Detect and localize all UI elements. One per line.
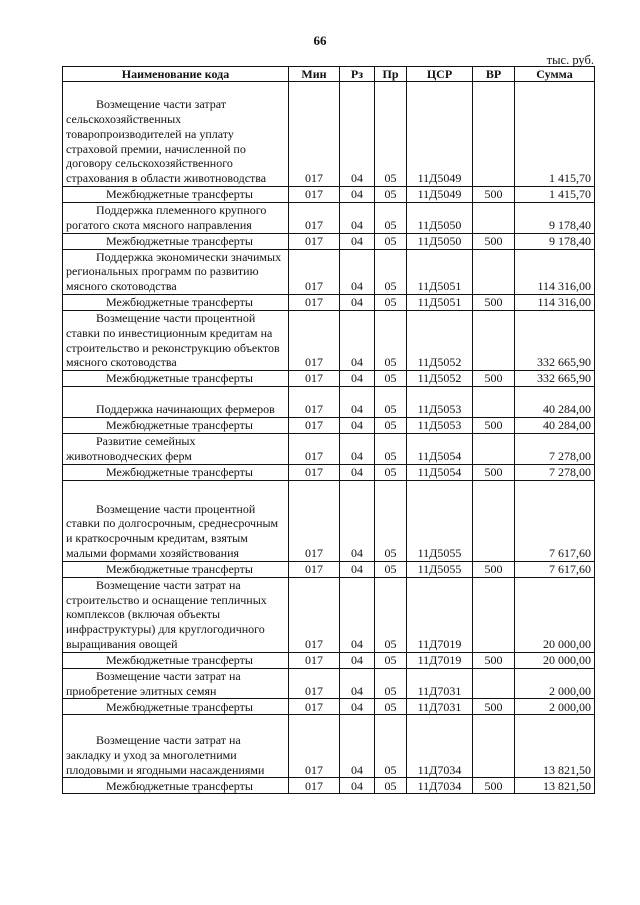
row-csr: 11Д5055 bbox=[407, 561, 473, 577]
row-min: 017 bbox=[289, 668, 340, 699]
row-name: Возмещение части затрат сельскохозяйственных товаропроизводителей на уплату страховой премии, начисленной по договору сельскохозяйственного страхования в области животноводства bbox=[63, 82, 289, 187]
row-vr: 500 bbox=[473, 464, 515, 480]
table-row bbox=[63, 203, 595, 234]
row-vr bbox=[473, 203, 515, 234]
row-vr bbox=[473, 715, 515, 778]
row-rz: 04 bbox=[340, 310, 375, 370]
table-row bbox=[63, 387, 595, 418]
row-pr: 05 bbox=[375, 480, 407, 561]
row-rz: 04 bbox=[340, 387, 375, 418]
table-row bbox=[63, 699, 595, 715]
row-pr: 05 bbox=[375, 561, 407, 577]
row-csr: 11Д5053 bbox=[407, 418, 473, 434]
row-sum: 20 000,00 bbox=[515, 577, 595, 652]
row-name: Межбюджетные трансферты bbox=[63, 778, 289, 794]
table-row bbox=[63, 464, 595, 480]
row-min: 017 bbox=[289, 464, 340, 480]
row-pr: 05 bbox=[375, 249, 407, 294]
row-min: 017 bbox=[289, 699, 340, 715]
row-name: Развитие семейных животноводческих ферм bbox=[63, 434, 289, 465]
row-sum: 2 000,00 bbox=[515, 668, 595, 699]
row-name: Возмещение части затрат на закладку и уход за многолетними плодовыми и ягодными насаждениями bbox=[63, 715, 289, 778]
row-pr: 05 bbox=[375, 418, 407, 434]
row-min: 017 bbox=[289, 387, 340, 418]
row-pr: 05 bbox=[375, 187, 407, 203]
row-pr: 05 bbox=[375, 464, 407, 480]
row-vr bbox=[473, 577, 515, 652]
row-vr bbox=[473, 249, 515, 294]
header-pr: Пр bbox=[375, 67, 407, 82]
row-sum: 114 316,00 bbox=[515, 249, 595, 294]
row-csr: 11Д5050 bbox=[407, 233, 473, 249]
row-name: Межбюджетные трансферты bbox=[63, 187, 289, 203]
table-row bbox=[63, 418, 595, 434]
row-csr: 11Д7034 bbox=[407, 778, 473, 794]
row-csr: 11Д5052 bbox=[407, 371, 473, 387]
table-row bbox=[63, 577, 595, 652]
row-csr: 11Д5051 bbox=[407, 249, 473, 294]
row-min: 017 bbox=[289, 187, 340, 203]
row-vr: 500 bbox=[473, 294, 515, 310]
row-min: 017 bbox=[289, 249, 340, 294]
row-rz: 04 bbox=[340, 715, 375, 778]
header-vr: ВР bbox=[473, 67, 515, 82]
row-vr: 500 bbox=[473, 561, 515, 577]
row-sum: 7 617,60 bbox=[515, 561, 595, 577]
row-vr: 500 bbox=[473, 233, 515, 249]
row-vr bbox=[473, 82, 515, 187]
row-rz: 04 bbox=[340, 187, 375, 203]
table-row bbox=[63, 561, 595, 577]
row-name: Возмещение части затрат на строительство и оснащение тепличных комплексов (включая объекты инфраструктуры) для круглогодичного выращивания овощей bbox=[63, 577, 289, 652]
row-min: 017 bbox=[289, 371, 340, 387]
row-min: 017 bbox=[289, 233, 340, 249]
row-vr bbox=[473, 480, 515, 561]
row-csr: 11Д7031 bbox=[407, 668, 473, 699]
table-row bbox=[63, 668, 595, 699]
row-sum: 20 000,00 bbox=[515, 652, 595, 668]
row-pr: 05 bbox=[375, 778, 407, 794]
row-vr: 500 bbox=[473, 778, 515, 794]
row-rz: 04 bbox=[340, 233, 375, 249]
row-vr: 500 bbox=[473, 652, 515, 668]
row-sum: 9 178,40 bbox=[515, 233, 595, 249]
row-pr: 05 bbox=[375, 233, 407, 249]
row-pr: 05 bbox=[375, 652, 407, 668]
table-row bbox=[63, 652, 595, 668]
row-name: Возмещение части процентной ставки по долгосрочным, среднесрочным и краткосрочным кредитам, взятым малыми формами хозяйствования bbox=[63, 480, 289, 561]
row-pr: 05 bbox=[375, 699, 407, 715]
row-csr: 11Д5052 bbox=[407, 310, 473, 370]
row-name: Поддержка племенного крупного рогатого скота мясного направления bbox=[63, 203, 289, 234]
table-row bbox=[63, 371, 595, 387]
row-min: 017 bbox=[289, 480, 340, 561]
row-vr: 500 bbox=[473, 371, 515, 387]
row-vr: 500 bbox=[473, 418, 515, 434]
row-min: 017 bbox=[289, 434, 340, 465]
row-min: 017 bbox=[289, 310, 340, 370]
row-csr: 11Д7019 bbox=[407, 577, 473, 652]
row-min: 017 bbox=[289, 203, 340, 234]
row-sum: 13 821,50 bbox=[515, 778, 595, 794]
row-name: Межбюджетные трансферты bbox=[63, 652, 289, 668]
row-name: Межбюджетные трансферты bbox=[63, 418, 289, 434]
row-vr bbox=[473, 668, 515, 699]
budget-table bbox=[62, 66, 595, 794]
row-sum: 1 415,70 bbox=[515, 187, 595, 203]
row-sum: 7 617,60 bbox=[515, 480, 595, 561]
row-rz: 04 bbox=[340, 82, 375, 187]
row-rz: 04 bbox=[340, 464, 375, 480]
row-pr: 05 bbox=[375, 82, 407, 187]
header-min: Мин bbox=[289, 67, 340, 82]
row-rz: 04 bbox=[340, 294, 375, 310]
row-sum: 40 284,00 bbox=[515, 387, 595, 418]
row-csr: 11Д7019 bbox=[407, 652, 473, 668]
row-pr: 05 bbox=[375, 668, 407, 699]
header-sum: Сумма bbox=[515, 67, 595, 82]
row-name: Межбюджетные трансферты bbox=[63, 699, 289, 715]
row-rz: 04 bbox=[340, 652, 375, 668]
row-sum: 114 316,00 bbox=[515, 294, 595, 310]
row-vr: 500 bbox=[473, 187, 515, 203]
row-rz: 04 bbox=[340, 778, 375, 794]
row-rz: 04 bbox=[340, 203, 375, 234]
row-name: Поддержка начинающих фермеров bbox=[63, 387, 289, 418]
row-sum: 332 665,90 bbox=[515, 310, 595, 370]
row-csr: 11Д5051 bbox=[407, 294, 473, 310]
row-rz: 04 bbox=[340, 371, 375, 387]
row-min: 017 bbox=[289, 561, 340, 577]
row-csr: 11Д7031 bbox=[407, 699, 473, 715]
row-pr: 05 bbox=[375, 434, 407, 465]
row-vr bbox=[473, 310, 515, 370]
header-name: Наименование кода bbox=[63, 67, 289, 82]
row-name: Возмещение части затрат на приобретение элитных семян bbox=[63, 668, 289, 699]
row-rz: 04 bbox=[340, 418, 375, 434]
row-csr: 11Д7034 bbox=[407, 715, 473, 778]
row-sum: 1 415,70 bbox=[515, 82, 595, 187]
row-min: 017 bbox=[289, 577, 340, 652]
row-sum: 332 665,90 bbox=[515, 371, 595, 387]
table-row bbox=[63, 249, 595, 294]
row-name: Межбюджетные трансферты bbox=[63, 464, 289, 480]
row-vr bbox=[473, 387, 515, 418]
row-rz: 04 bbox=[340, 249, 375, 294]
row-name: Межбюджетные трансферты bbox=[63, 233, 289, 249]
row-csr: 11Д5050 bbox=[407, 203, 473, 234]
row-name: Межбюджетные трансферты bbox=[63, 294, 289, 310]
table-row bbox=[63, 187, 595, 203]
page-number: 66 bbox=[313, 33, 327, 48]
row-pr: 05 bbox=[375, 310, 407, 370]
row-sum: 40 284,00 bbox=[515, 418, 595, 434]
header-csr: ЦСР bbox=[407, 67, 473, 82]
header-rz: Рз bbox=[340, 67, 375, 82]
row-name: Возмещение части процентной ставки по инвестиционным кредитам на строительство и реконструкцию объектов мясного скотоводства bbox=[63, 310, 289, 370]
table-header-row bbox=[63, 67, 595, 82]
row-rz: 04 bbox=[340, 699, 375, 715]
row-vr bbox=[473, 434, 515, 465]
row-min: 017 bbox=[289, 82, 340, 187]
row-pr: 05 bbox=[375, 577, 407, 652]
row-rz: 04 bbox=[340, 480, 375, 561]
table-row bbox=[63, 480, 595, 561]
row-csr: 11Д5049 bbox=[407, 187, 473, 203]
row-pr: 05 bbox=[375, 371, 407, 387]
row-pr: 05 bbox=[375, 387, 407, 418]
row-name: Межбюджетные трансферты bbox=[63, 561, 289, 577]
row-pr: 05 bbox=[375, 203, 407, 234]
row-rz: 04 bbox=[340, 668, 375, 699]
row-csr: 11Д5049 bbox=[407, 82, 473, 187]
row-csr: 11Д5055 bbox=[407, 480, 473, 561]
table-row bbox=[63, 778, 595, 794]
row-sum: 2 000,00 bbox=[515, 699, 595, 715]
row-rz: 04 bbox=[340, 434, 375, 465]
row-name: Межбюджетные трансферты bbox=[63, 371, 289, 387]
unit-label: тыс. руб. bbox=[546, 53, 594, 67]
row-rz: 04 bbox=[340, 577, 375, 652]
table-row bbox=[63, 310, 595, 370]
table-row bbox=[63, 294, 595, 310]
row-min: 017 bbox=[289, 715, 340, 778]
row-min: 017 bbox=[289, 778, 340, 794]
row-csr: 11Д5054 bbox=[407, 434, 473, 465]
row-sum: 9 178,40 bbox=[515, 203, 595, 234]
row-min: 017 bbox=[289, 418, 340, 434]
row-min: 017 bbox=[289, 652, 340, 668]
row-csr: 11Д5053 bbox=[407, 387, 473, 418]
table-row bbox=[63, 434, 595, 465]
table-row bbox=[63, 715, 595, 778]
row-csr: 11Д5054 bbox=[407, 464, 473, 480]
row-min: 017 bbox=[289, 294, 340, 310]
row-vr: 500 bbox=[473, 699, 515, 715]
table-row bbox=[63, 82, 595, 187]
table-row bbox=[63, 233, 595, 249]
row-pr: 05 bbox=[375, 715, 407, 778]
row-sum: 7 278,00 bbox=[515, 434, 595, 465]
row-rz: 04 bbox=[340, 561, 375, 577]
row-pr: 05 bbox=[375, 294, 407, 310]
row-name: Поддержка экономически значимых региональных программ по развитию мясного скотоводства bbox=[63, 249, 289, 294]
row-sum: 13 821,50 bbox=[515, 715, 595, 778]
row-sum: 7 278,00 bbox=[515, 464, 595, 480]
